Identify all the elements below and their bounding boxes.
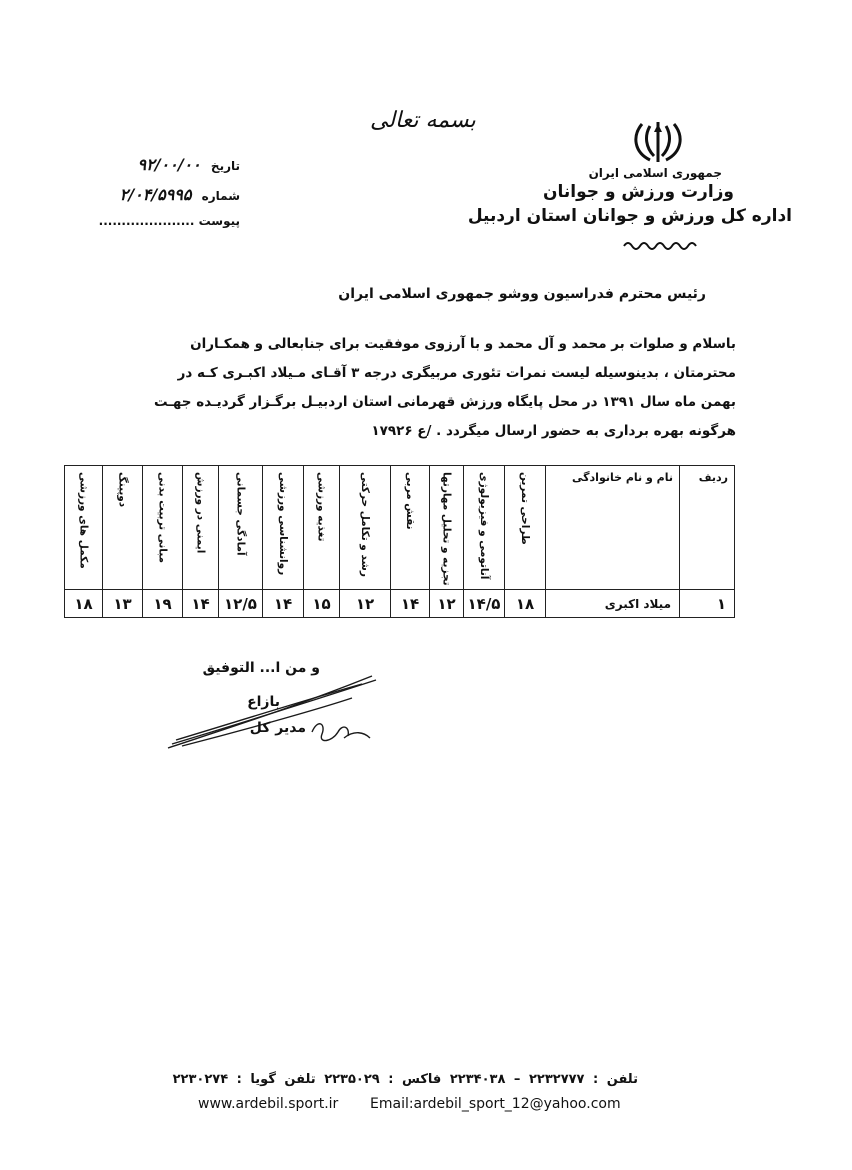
number-value: ۲/۰۴/۵۹۹۵ <box>119 185 192 204</box>
header-cell: مکمل های ورزشی <box>65 466 103 590</box>
header-cell: تجزیه و تحلیل مهارتها <box>430 466 464 590</box>
header-full-name: نام و نام خانوادگی <box>546 466 680 590</box>
header-cell: روانشناسی ورزشی <box>263 466 304 590</box>
meta-number <box>120 185 240 204</box>
header-cell: مبانی تربیت بدنی <box>143 466 183 590</box>
basmala: بسمه تعالی <box>370 108 476 133</box>
table-cell: ۱۴/۵ <box>464 590 505 618</box>
header-row-number: ردیف <box>680 466 735 590</box>
paragraph-line: محترمتان ، بدینوسیله لیست نمرات تئوری مربیگری درجه ۳ آقـای مـیلاد اکبـری کـه در <box>177 365 736 381</box>
decorative-scroll-icon <box>622 240 700 250</box>
table-cell: ۱۴ <box>263 590 304 618</box>
table-cell: ۱۹ <box>143 590 183 618</box>
table-cell: ۱۳ <box>103 590 143 618</box>
paragraph-line: هرگونه بهره برداری به حضور ارسال میگردد . /ع ۱۷۹۲۶ <box>371 423 736 439</box>
table-cell: ۱۵ <box>304 590 340 618</box>
header-cell: رشد و تکامل حرکتی <box>340 466 391 590</box>
header-cell: نقش مربی <box>391 466 430 590</box>
date-label: تاریخ <box>210 159 240 173</box>
closing-phrase: و من ا... التوفیق <box>202 660 320 676</box>
table-header-row <box>65 466 735 590</box>
table-cell: ۱ <box>680 590 735 618</box>
signatory-name: بازاع <box>247 694 280 710</box>
table-cell: ۱۲ <box>430 590 464 618</box>
salutation: رئیس محترم فدراسیون ووشو جمهوری اسلامی ایران <box>338 286 706 302</box>
org-line-department: اداره کل ورزش و جوانان استان اردبیل <box>467 206 792 226</box>
footer-email[interactable]: Email:ardebil_sport_12@yahoo.com <box>370 1096 621 1112</box>
meta-date <box>137 155 240 174</box>
table-cell: ۱۴ <box>391 590 430 618</box>
table-cell: میلاد اکبری <box>546 590 680 618</box>
date-value: ۹۲/۰۰/۰۰ <box>137 155 201 174</box>
header-cell: ایمنی در ورزش <box>183 466 219 590</box>
letter-paragraph <box>106 330 736 446</box>
header-cell: آمادگی جسمانی <box>219 466 263 590</box>
header-cell: طراحی تمرین <box>505 466 546 590</box>
handwritten-signature-icon <box>162 668 422 758</box>
table-cell: ۱۸ <box>505 590 546 618</box>
table-row <box>65 590 735 618</box>
table-cell: ۱۸ <box>65 590 103 618</box>
org-line-country: جمهوری اسلامی ایران <box>588 166 722 180</box>
table-cell: ۱۲ <box>340 590 391 618</box>
header-cell: دوپینگ <box>103 466 143 590</box>
paragraph-line: باسلام و صلوات بر محمد و آل محمد و با آرزوی موفقیت برای جنابعالی و همکـاران <box>190 336 736 352</box>
attachment-dots: ..................... <box>98 214 195 228</box>
header-cell: آناتومی و فیزیولوژی <box>464 466 505 590</box>
footer-website[interactable]: www.ardebil.sport.ir <box>198 1096 339 1112</box>
meta-attachment <box>99 214 240 228</box>
header-cell: تغذیه ورزشی <box>304 466 340 590</box>
scores-table <box>64 465 735 618</box>
number-label: شماره <box>201 189 240 203</box>
iran-emblem-icon <box>628 118 688 166</box>
org-line-ministry: وزارت ورزش و جوانان <box>543 182 734 202</box>
attachment-label: پیوست <box>198 214 240 228</box>
signatory-title: مدیر کل <box>249 720 306 736</box>
paragraph-line: بهمن ماه سال ۱۳۹۱ در محل پایگاه ورزش قهرمانی استان اردبیـل برگـزار گردیـده جهـت <box>153 394 736 410</box>
table-cell: ۱۴ <box>183 590 219 618</box>
footer-phones: تلفن : ۲۲۳۲۷۷۷ – ۲۲۳۴۰۳۸ فاکس : ۲۲۳۵۰۲۹ تلفن گویا : ۲۲۳۰۲۷۴ <box>172 1072 638 1087</box>
table-cell: ۱۲/۵ <box>219 590 263 618</box>
